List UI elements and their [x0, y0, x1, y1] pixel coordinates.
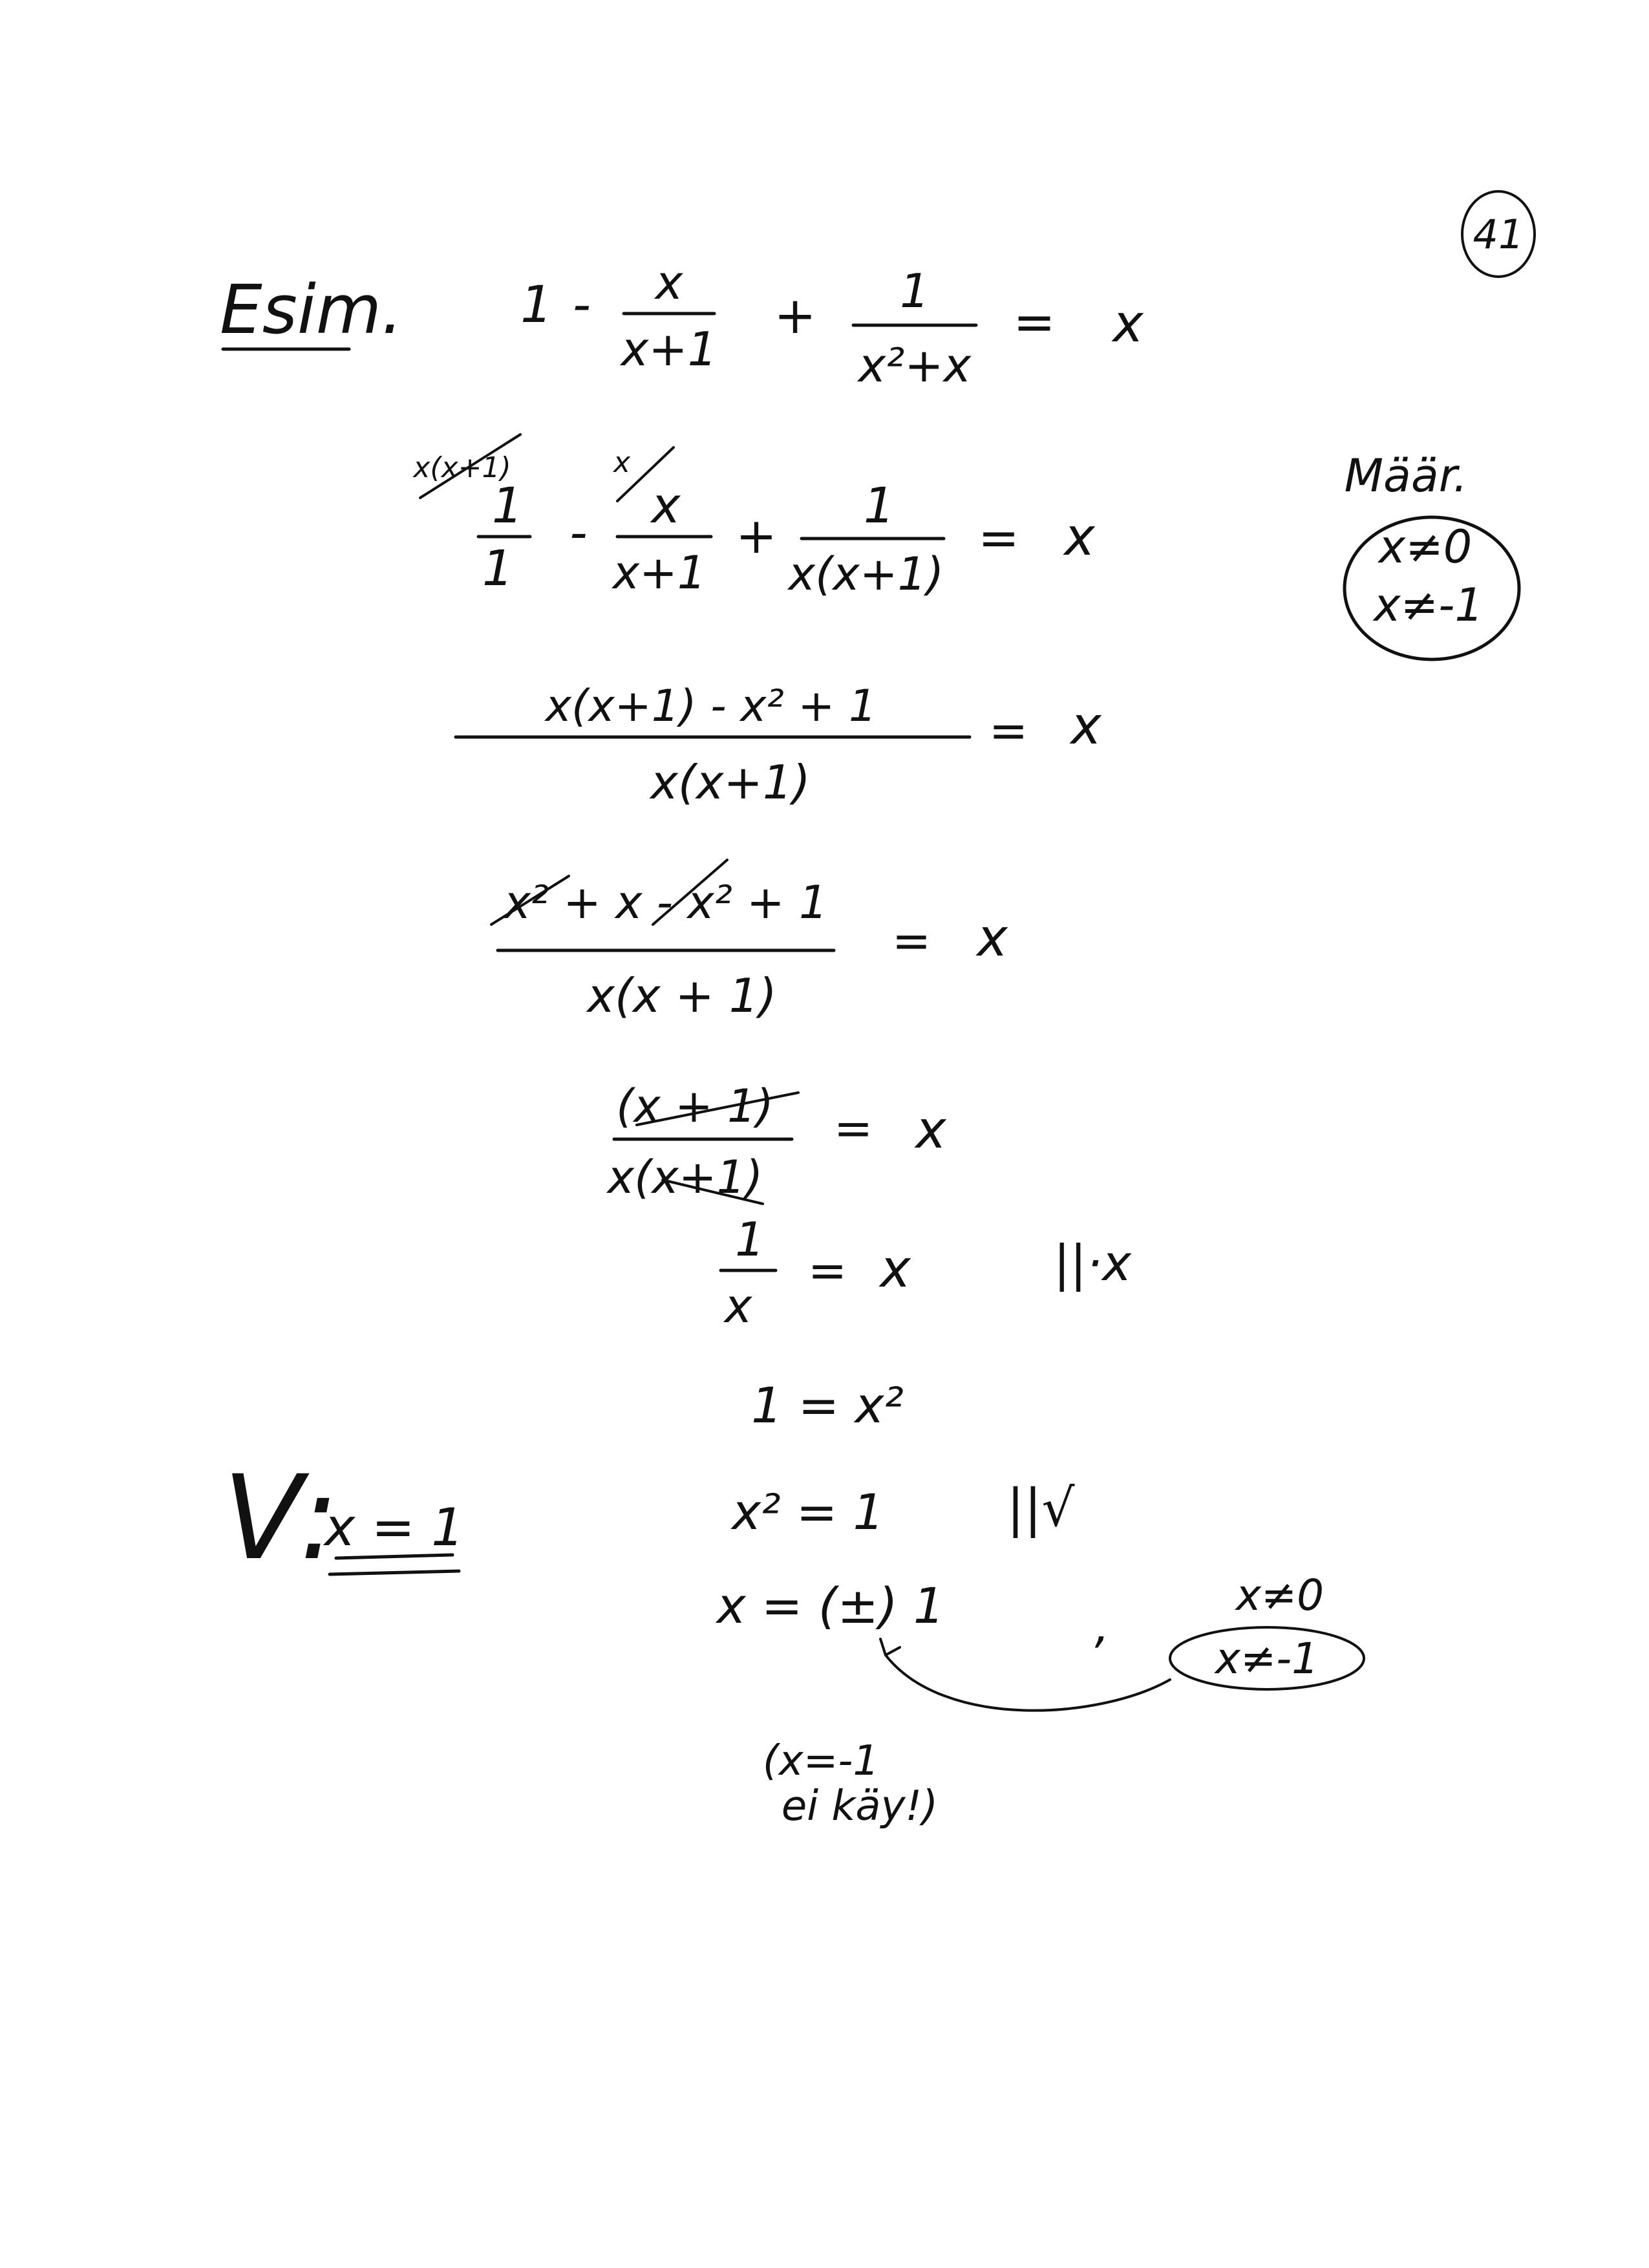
svg-text:,: , [1094, 1599, 1110, 1653]
domain-conditions [1345, 449, 1519, 659]
answer-label: V: [223, 1451, 339, 1586]
reference-arrow [886, 1655, 1170, 1711]
multiplier-b: x [613, 446, 631, 479]
svg-text:+: + [774, 287, 816, 345]
svg-text:=: = [807, 1243, 847, 1298]
svg-text:(x + 1): (x + 1) [616, 1080, 774, 1133]
svg-text:x+1: x+1 [612, 546, 707, 599]
svg-text:=: = [978, 509, 1019, 566]
svg-text:1: 1 [520, 276, 553, 334]
svg-text:x≠0: x≠0 [1235, 1570, 1325, 1620]
step-2 [456, 681, 1102, 809]
svg-text:=: = [891, 914, 931, 968]
svg-text:x² + x - x² + 1: x² + x - x² + 1 [504, 876, 828, 929]
svg-text:x+1: x+1 [621, 322, 718, 376]
step-8 [716, 1570, 1364, 1711]
answer [223, 1451, 464, 1586]
step-3 [491, 860, 1008, 1023]
svg-text:-: - [572, 276, 591, 334]
svg-text:1: 1 [900, 264, 930, 318]
svg-text:x² = 1: x² = 1 [732, 1483, 884, 1541]
svg-text:ei käy!): ei käy!) [781, 1782, 939, 1830]
svg-text:1: 1 [482, 539, 514, 597]
step-1 [412, 434, 1096, 601]
svg-text:x(x+1): x(x+1) [607, 1151, 763, 1204]
svg-text:=: = [1013, 294, 1056, 352]
answer-underline-2 [330, 1571, 459, 1574]
page-number: 41 [1473, 211, 1524, 258]
operation-multiply-x: ||·x [1053, 1234, 1132, 1292]
svg-text:x(x+1): x(x+1) [650, 755, 811, 809]
original-equation [520, 255, 1144, 392]
svg-text:x = (±) 1: x = (±) 1 [716, 1577, 945, 1634]
svg-text:1: 1 [863, 476, 895, 534]
operation-sqrt: ||√ [1006, 1478, 1075, 1538]
svg-text:=: = [833, 1101, 873, 1155]
step-4 [606, 1080, 948, 1204]
svg-text:+: + [736, 507, 777, 564]
svg-text:x: x [1064, 507, 1095, 567]
svg-text:x: x [651, 476, 681, 534]
svg-text:(x=-1: (x=-1 [762, 1737, 880, 1785]
svg-text:x: x [1070, 696, 1101, 756]
svg-text:x(x+1): x(x+1) [788, 548, 944, 601]
svg-text:=: = [988, 703, 1028, 758]
svg-text:x: x [724, 1279, 752, 1333]
note [763, 1737, 938, 1830]
svg-text:x: x [880, 1239, 911, 1299]
svg-text:x(x+1) - x² + 1: x(x+1) - x² + 1 [545, 681, 877, 732]
svg-text:x: x [655, 255, 683, 310]
conditions-title: Määr. [1344, 449, 1468, 502]
svg-text:x≠0: x≠0 [1378, 520, 1473, 573]
svg-text:1: 1 [491, 476, 524, 534]
step-7 [730, 1478, 1074, 1541]
step-5 [721, 1212, 1132, 1333]
heading: Esim. [220, 270, 403, 349]
answer-value: x = 1 [324, 1497, 465, 1557]
svg-text:x: x [915, 1100, 946, 1160]
svg-text:-: - [569, 504, 588, 561]
svg-text:x: x [1112, 294, 1144, 354]
svg-text:x≠-1: x≠-1 [1215, 1634, 1319, 1684]
svg-text:x²+x: x²+x [858, 338, 972, 392]
svg-text:x≠-1: x≠-1 [1374, 579, 1484, 632]
multiplier-a: x(x+1) [413, 451, 511, 484]
svg-text:1: 1 [735, 1212, 765, 1267]
svg-text:x(x + 1): x(x + 1) [587, 968, 777, 1023]
step-6: 1 = x² [751, 1376, 904, 1434]
svg-text:x: x [977, 908, 1008, 968]
